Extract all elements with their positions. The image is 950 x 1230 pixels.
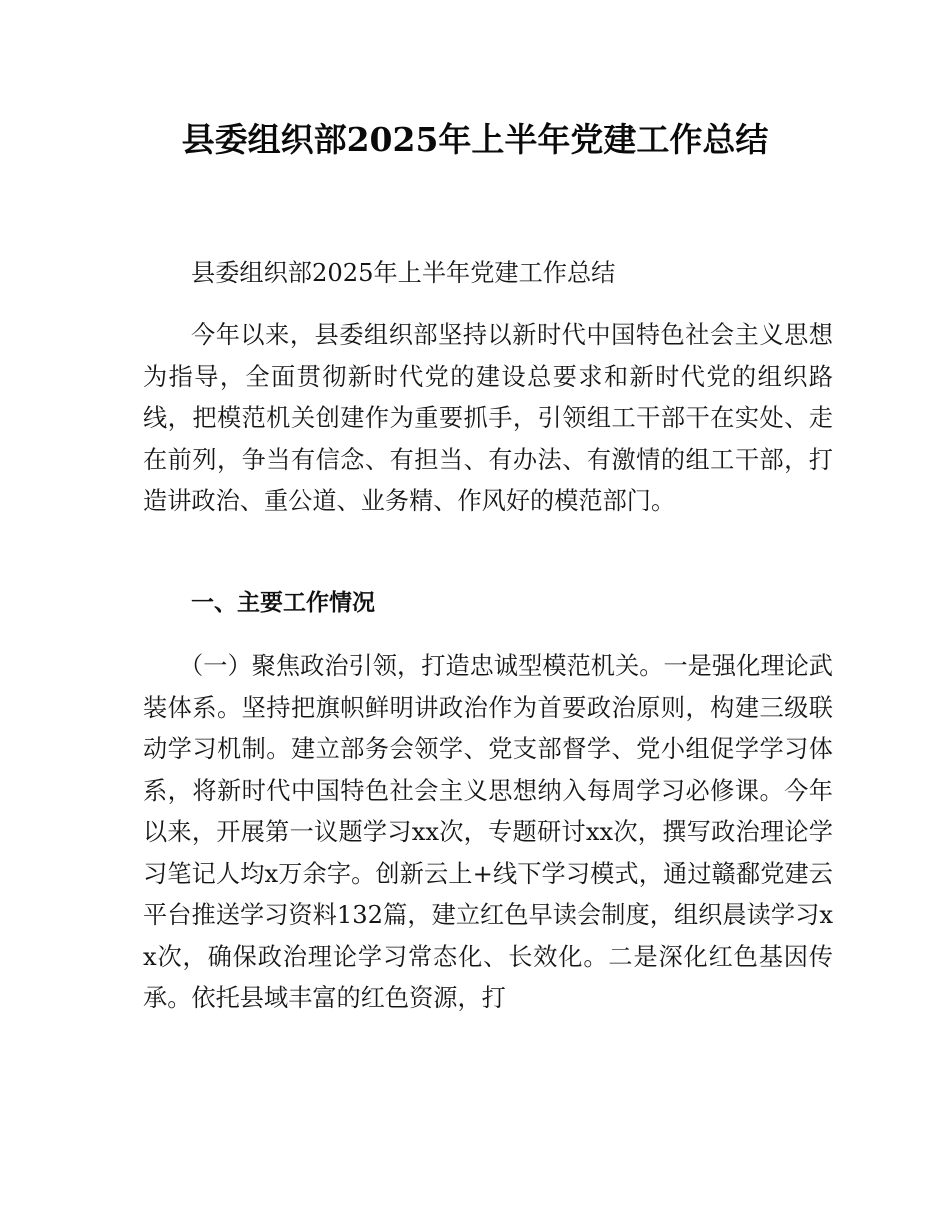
intro-paragraph: 今年以来，县委组织部坚持以新时代中国特色社会主义思想为指导，全面贯彻新时代党的建设总要求和新时代党的组织路线，把模范机关创建作为重要抓手，引领组工干部干在实处、走在前列，争当有信念、有担当、有办法、有激情的组工干部，打造讲政治、重公道、业务精、作风好的模范部门。: [143, 321, 833, 515]
section-paragraph: （一）聚焦政治引领，打造忠诚型模范机关。一是强化理论武装体系。坚持把旗帜鲜明讲政治作为首要政治原则，构建三级联动学习机制。建立部务会领学、党支部督学、党小组促学学习体系，将新时代中国特色社会主义思想纳入每周学习必修课。今年以来，开展第一议题学习xx次，专题研讨xx次，撰写政治理论学习笔记人均x万余字。创新云上+线下学习模式，通过赣鄱党建云平台推送学习资料132篇，建立红色早读会制度，组织晨读学习xx次，确保政治理论学习常态化、长效化。二是深化红色基因传承。依托县域丰富的红色资源，打: [143, 652, 833, 1012]
document-subtitle: 县委组织部2025年上半年党建工作总结: [191, 259, 616, 287]
section-heading-main-work: 一、主要工作情况: [191, 590, 375, 616]
page-title: 县委组织部2025年上半年党建工作总结: [181, 120, 769, 159]
